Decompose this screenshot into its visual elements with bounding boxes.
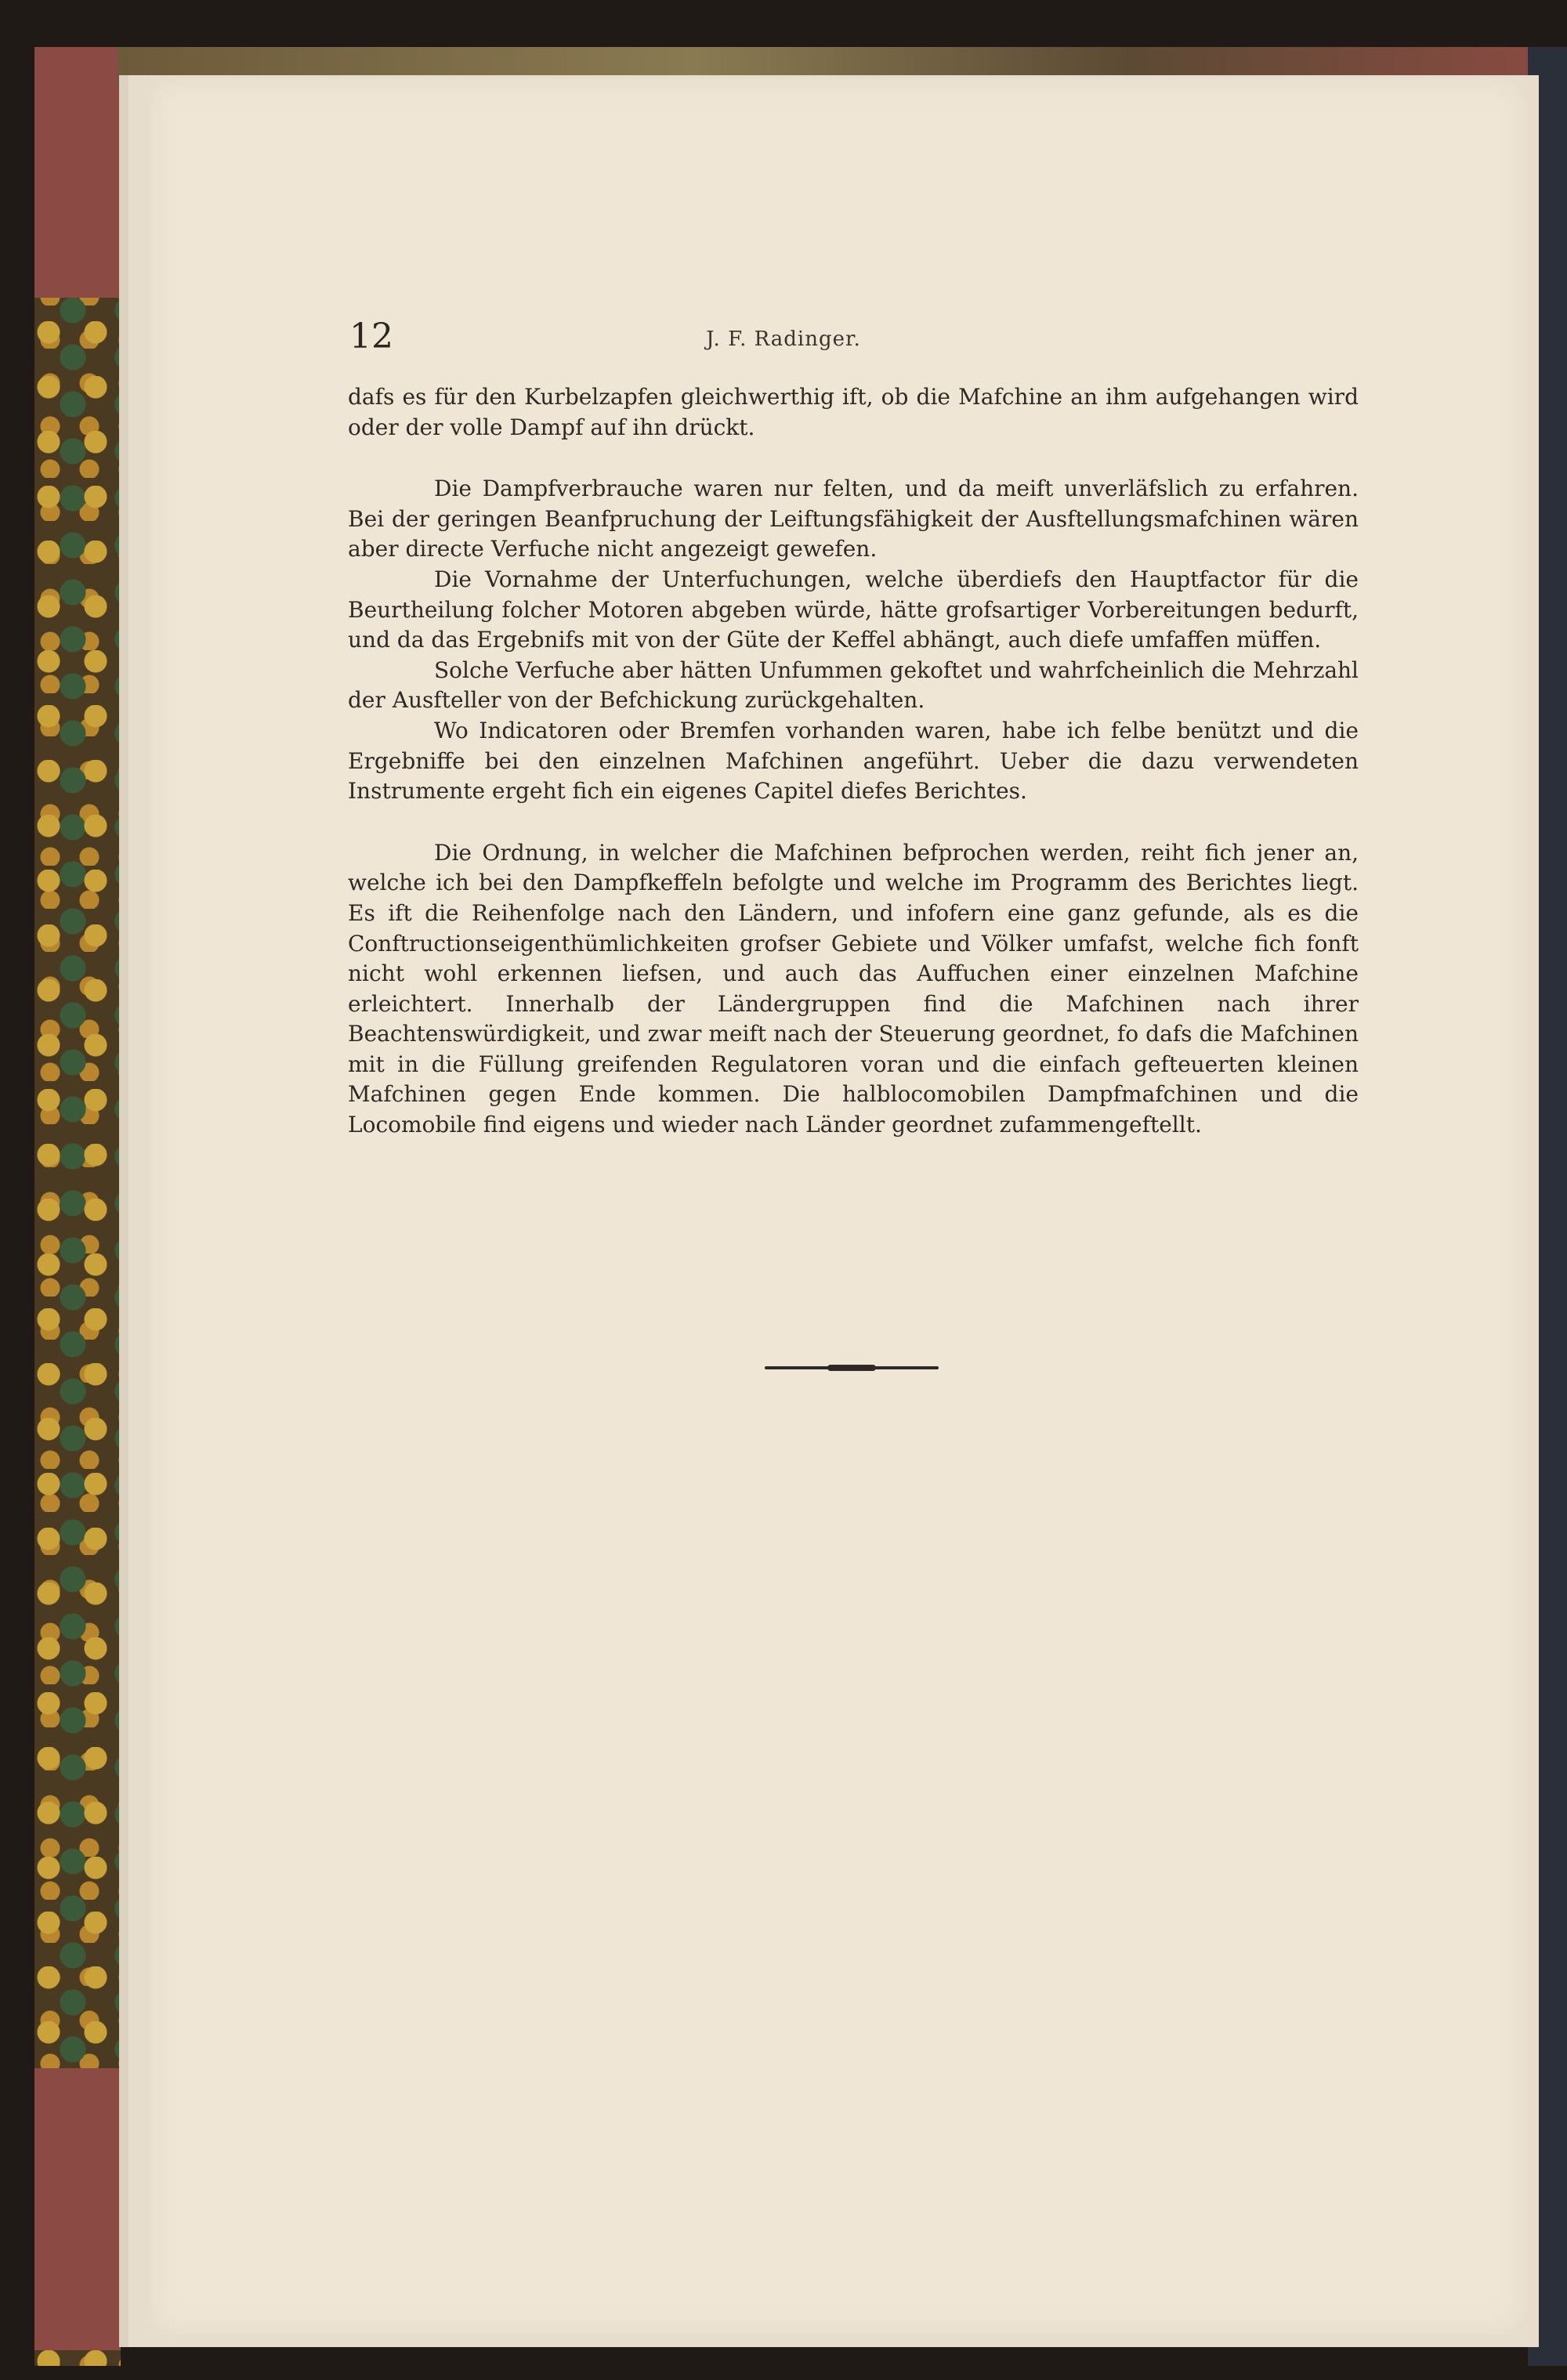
binding-cloth-bottom <box>34 2068 121 2350</box>
marbled-book-edge <box>34 47 121 2366</box>
running-head: J. F. Radinger. <box>706 327 861 351</box>
body-text <box>348 382 1359 1141</box>
paragraph: Die Ordnung, in welcher die Mafchinen befprochen werden, reiht fich jener an, welche ich bei den Dampfkeffeln befolgte und welche im Programm des Berichtes liegt. Es ift die Reihenfolge nach den Ländern, und infofern eine ganz gefunde, als es die Conftructionseigenthümlichkeiten grofser Gebiete und Völker umfafst, welche fich fonft nicht wohl erkennen liefsen, und auch das Auffuchen einer einzelnen Mafchine erleichtert. Innerhalb der Ländergruppen find die Mafchinen nach ihrer Beachtenswürdigkeit, und zwar meift nach der Steuerung geordnet, fo dafs die Mafchinen mit in die Füllung greifenden Regulatoren voran und die einfach gefteuerten kleinen Mafchinen gegen Ende kommen. Die halblocomobilen Dampfmafchinen und die Locomobile find eigens und wieder nach Länder geordnet zufammengeftellt. <box>348 839 1359 1138</box>
paragraph: Die Vornahme der Unterfuchungen, welche überdiefs den Hauptfactor für die Beurtheilung folcher Motoren abgeben würde, hätte grofsartiger Vorbereitungen bedurft, und da das Ergebnifs mit von der Güte der Keffel abhängt, auch diefe umfaffen müffen. <box>348 566 1359 653</box>
paragraph: Solche Verfuche aber hätten Unfummen gekoftet und wahrfcheinlich die Mehrzahl der Ausfteller von der Befchickung zurückgehalten. <box>348 656 1359 714</box>
page-number: 12 <box>349 316 393 356</box>
paragraph: Wo Indicatoren oder Bremfen vorhanden waren, habe ich felbe benützt und die Ergebniffe bei den einzelnen Mafchinen angeführt. Ueber die dazu verwendeten Instrumente ergeht fich ein eigenes Capitel diefes Berichtes. <box>348 717 1359 805</box>
paragraph: Die Dampfverbrauche waren nur felten, und da meift unverläfslich zu erfahren. Bei der geringen Beanfpruchung der Leiftungsfähigkeit der Ausftellungsmafchinen wären aber directe Verfuche nicht angezeigt gewefen. <box>348 476 1359 562</box>
binding-cloth-top <box>34 47 121 298</box>
end-ornament-rule <box>765 1366 939 1369</box>
paragraph: dafs es für den Kurbelzapfen gleichwerthig ift, ob die Mafchine an ihm aufgehangen wird oder der volle Dampf auf ihn drückt. <box>348 384 1359 440</box>
